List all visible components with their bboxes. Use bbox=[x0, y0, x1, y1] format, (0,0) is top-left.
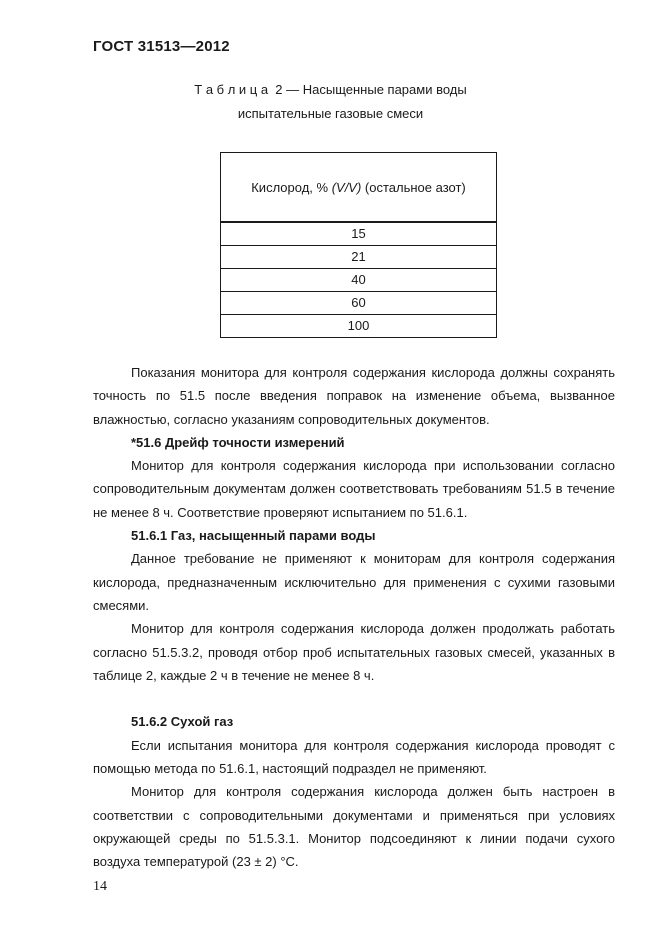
table-caption-subtitle: испытательные газовые смеси bbox=[237, 106, 424, 121]
page-number: 14 bbox=[93, 879, 107, 894]
body-text bbox=[93, 361, 615, 874]
table-row: 21 bbox=[221, 246, 496, 269]
paragraph: Если испытания монитора для контроля содержания кислорода проводят с помощью метода по 51.6.1, настоящий подраздел не применяют. bbox=[93, 737, 615, 777]
section-heading: *51.6 Дрейф точности измерений bbox=[131, 434, 345, 450]
paragraph: Монитор для контроля содержания кислорода при использовании согласно сопроводительным документам должен соответствовать требованиям 51.5 в течение не менее 8 ч. Соответствие проверяют испытанием по 51.6.1. bbox=[93, 458, 615, 520]
table-caption-title: Т а б л и ц а 2 — Насыщенные парами воды bbox=[194, 82, 467, 97]
section-heading: 51.6.1 Газ, насыщенный парами воды bbox=[131, 528, 376, 544]
table-row: 15 bbox=[221, 223, 496, 246]
section-heading: 51.6.2 Сухой газ bbox=[131, 714, 234, 730]
table-row: 60 bbox=[221, 292, 496, 315]
document-header: ГОСТ 31513—2012 bbox=[93, 38, 230, 55]
table-header-text: Кислород, % (V/V) (остальное азот) bbox=[251, 179, 466, 195]
paragraph: Монитор для контроля содержания кислорода должен продолжать работать согласно 51.5.3.2, проводя отбор проб испытательных газовых смесей, указанных в таблице 2, каждые 2 ч в течение не менее 8 ч. bbox=[93, 621, 615, 683]
table-row: 100 bbox=[347, 318, 370, 333]
paragraph: Показания монитора для контроля содержания кислорода должны сохранять точность по 51.5 после введения поправок на изменение объема, вызванное влажностью, согласно указаниям сопроводительных документов. bbox=[93, 365, 615, 427]
oxygen-table bbox=[220, 152, 497, 338]
paragraph: Монитор для контроля содержания кислорода должен быть настроен в соответствии с сопроводительными документами и применяться при условиях окружающей среды по 51.5.3.1. Монитор подсоединяют к линии подачи сухого воздуха температурой (23 ± 2) °С. bbox=[93, 784, 615, 870]
paragraph: Данное требование не применяют к мониторам для контроля содержания кислорода, предназначенным исключительно для применения с сухими газовыми смесями. bbox=[93, 551, 615, 613]
table-header-cell bbox=[221, 153, 496, 223]
table-row: 40 bbox=[221, 269, 496, 292]
